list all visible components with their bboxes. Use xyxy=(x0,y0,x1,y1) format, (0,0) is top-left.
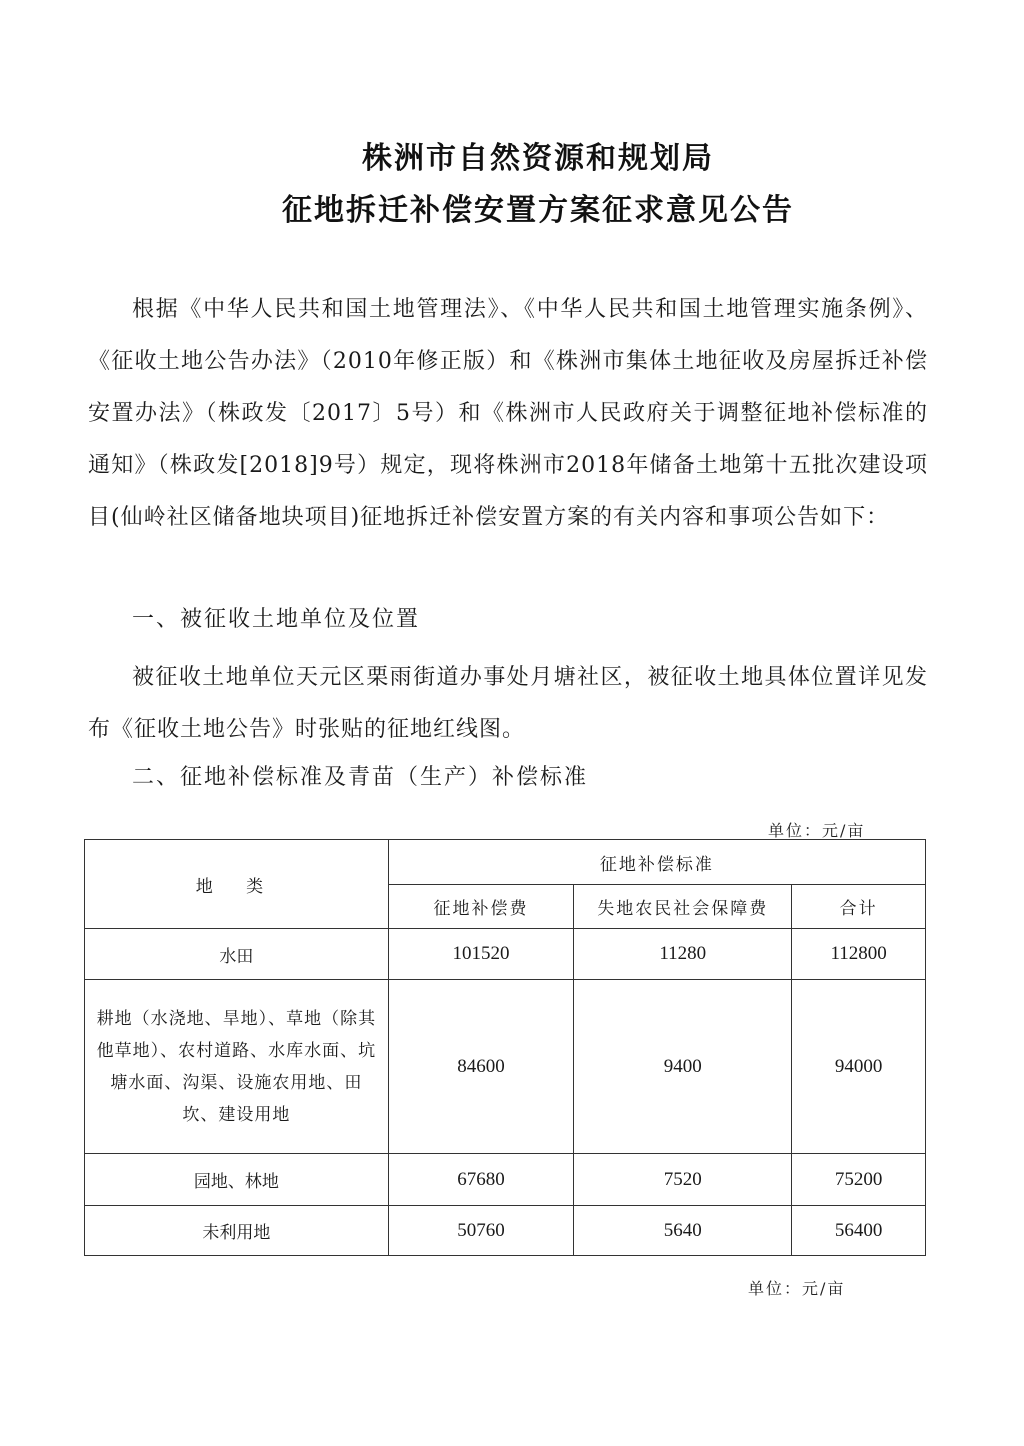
section1-body: 被征收土地单位天元区栗雨街道办事处月塘社区，被征收土地具体位置详见发布《征收土地公告》时张贴的征地红线图。 xyxy=(88,665,928,742)
social-security-cell: 11280 xyxy=(574,929,792,980)
total-cell: 56400 xyxy=(792,1206,926,1256)
land-type-cell: 水田 xyxy=(85,929,389,980)
total-cell: 112800 xyxy=(792,929,926,980)
unit-label-bottom: 单位：元/亩 xyxy=(748,1279,846,1298)
header-compensation-fee: 征地补偿费 xyxy=(388,885,573,929)
table-row xyxy=(85,1206,926,1256)
total-cell: 75200 xyxy=(792,1154,926,1206)
table-row xyxy=(85,1154,926,1206)
social-security-cell: 7520 xyxy=(574,1154,792,1206)
compensation-table xyxy=(84,839,926,1256)
land-type-cell: 未利用地 xyxy=(85,1206,389,1256)
table-row xyxy=(85,980,926,1154)
header-compensation-standard: 征地补偿标准 xyxy=(388,840,925,885)
section2-heading: 二、征地补偿标准及青苗（生产）补偿标准 xyxy=(132,765,589,790)
table-row xyxy=(85,929,926,980)
land-type-cell: 耕地（水浇地、旱地）、草地（除其他草地）、农村道路、水库水面、坑塘水面、沟渠、设施农用地、田坎、建设用地 xyxy=(85,980,389,1154)
section1-heading: 一、被征收土地单位及位置 xyxy=(132,607,421,632)
intro-paragraph: 根据《中华人民共和国土地管理法》、《中华人民共和国土地管理实施条例》、《征收土地公告办法》（2010年修正版）和《株洲市集体土地征收及房屋拆迁补偿安置办法》（株政发〔2017〕5号）和《株洲市人民政府关于调整征地补偿标准的通知》（株政发[2018]9号）规定，现将株洲市2018年储备土地第十五批次建设项目(仙岭社区储备地块项目)征地拆迁补偿安置方案的有关内容和事项公告如下： xyxy=(88,297,928,530)
social-security-cell: 9400 xyxy=(574,980,792,1154)
total-cell: 94000 xyxy=(792,980,926,1154)
header-social-security-fee: 失地农民社会保障费 xyxy=(574,885,792,929)
unit-label-top: 单位：元/亩 xyxy=(768,821,866,840)
document-title-line2: 征地拆迁补偿安置方案征求意见公告 xyxy=(282,193,794,228)
compensation-fee-cell: 50760 xyxy=(388,1206,573,1256)
compensation-fee-cell: 101520 xyxy=(388,929,573,980)
land-type-cell: 园地、林地 xyxy=(85,1154,389,1206)
header-total: 合计 xyxy=(792,885,926,929)
header-land-type: 地 类 xyxy=(85,840,389,929)
social-security-cell: 5640 xyxy=(574,1206,792,1256)
document-title-line1: 株洲市自然资源和规划局 xyxy=(362,141,714,176)
compensation-fee-cell: 84600 xyxy=(388,980,573,1154)
compensation-fee-cell: 67680 xyxy=(388,1154,573,1206)
